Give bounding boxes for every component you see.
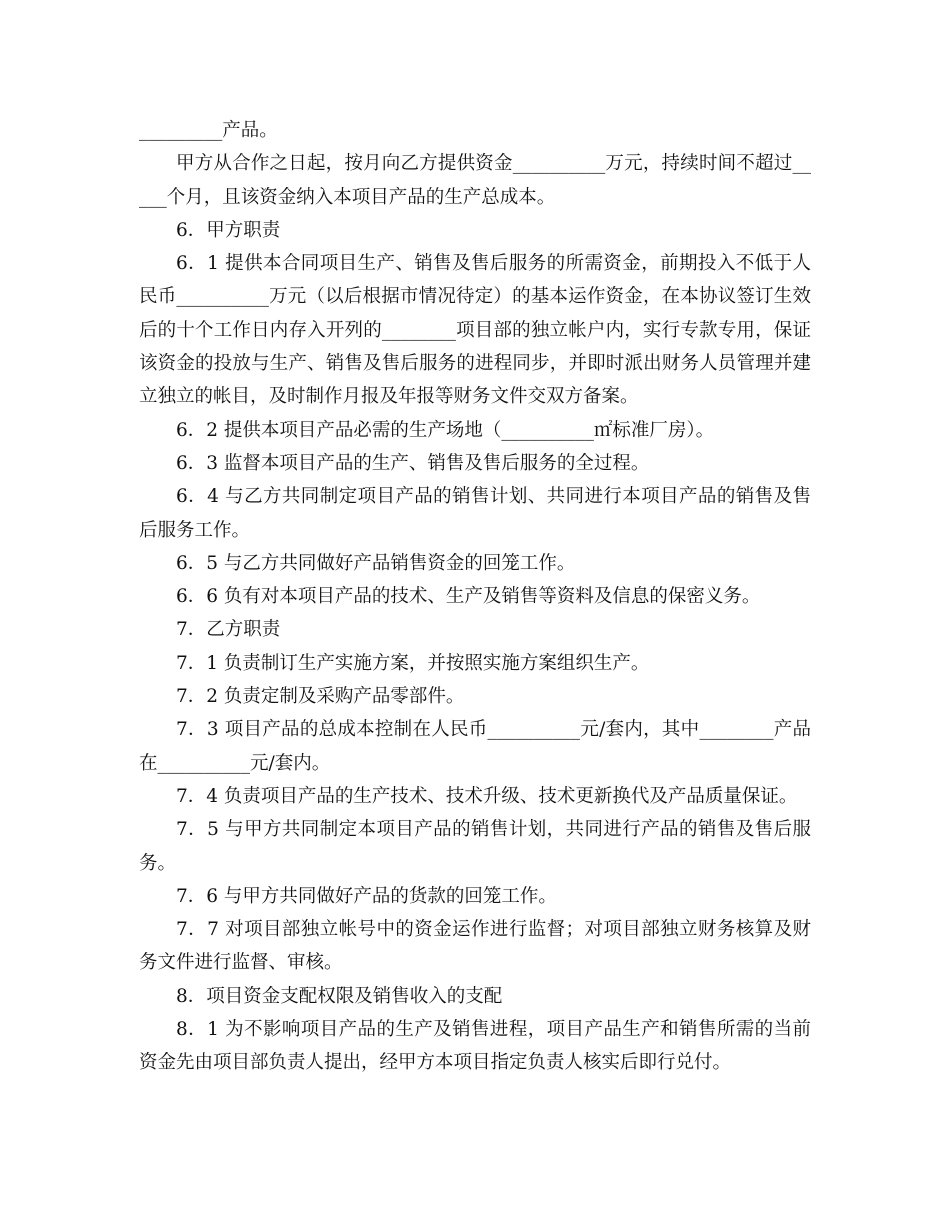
clause-6-5: 6．5 与乙方共同做好产品销售资金的回笼工作。	[176, 552, 576, 574]
paragraph-1: _________产品。	[139, 120, 278, 141]
clause-6-3: 6．3 监督本项目产品的生产、销售及售后服务的全过程。	[176, 452, 650, 474]
clause-7-3: 7．3 项目产品的总成本控制在人民币__________元/套内，其中________产品在__________元/套内。	[139, 719, 811, 774]
clause-6-6: 6．6 负有对本项目产品的技术、生产及销售等资料及信息的保密义务。	[176, 586, 761, 608]
clause-8-1: 8．1 为不影响项目产品的生产及销售进程，项目产品生产和销售所需的当前资金先由项目部负责人提出，经甲方本项目指定负责人核实后即行兑付。	[139, 1019, 811, 1074]
clause-7-2: 7．2 负责定制及采购产品零部件。	[176, 686, 465, 708]
clause-6-1: 6．1 提供本合同项目生产、销售及售后服务的所需资金，前期投入不低于人民币__________万元（以后根据市情况待定）的基本运作资金，在本协议签订生效后的十个工作日内存入开列的________项目部的独立帐户内，实行专款专用，保证该资金的投放与生产、销售及售后服务的进程同步，并即时派出财务人员管理并建立独立的帐目，及时制作月报及年报等财务文件交双方备案。	[139, 253, 811, 408]
clause-6-2: 6．2 提供本项目产品必需的生产场地（__________㎡标准厂房）。	[176, 419, 715, 441]
clause-7-5: 7．5 与甲方共同制定本项目产品的销售计划，共同进行产品的销售及售后服务。	[139, 819, 811, 874]
section-heading-8: 8．项目资金支配权限及销售收入的支配	[176, 985, 503, 1007]
section-heading-7: 7．乙方职责	[176, 619, 281, 641]
document-body	[139, 114, 811, 1080]
clause-6-4: 6．4 与乙方共同制定项目产品的销售计划、共同进行本项目产品的销售及售后服务工作。	[139, 486, 811, 541]
clause-7-6: 7．6 与甲方共同做好产品的货款的回笼工作。	[176, 885, 557, 907]
section-heading-6: 6．甲方职责	[176, 219, 281, 241]
paragraph-2: 甲方从合作之日起，按月向乙方提供资金__________万元，持续时间不超过_____个月，且该资金纳入本项目产品的生产总成本。	[139, 153, 811, 208]
clause-7-7: 7．7 对项目部独立帐号中的资金运作进行监督；对项目部独立财务核算及财务文件进行监督、审核。	[139, 919, 811, 974]
clause-7-1: 7．1 负责制订生产实施方案，并按照实施方案组织生产。	[176, 652, 650, 674]
clause-7-4: 7．4 负责项目产品的生产技术、技术升级、技术更新换代及产品质量保证。	[176, 785, 798, 807]
